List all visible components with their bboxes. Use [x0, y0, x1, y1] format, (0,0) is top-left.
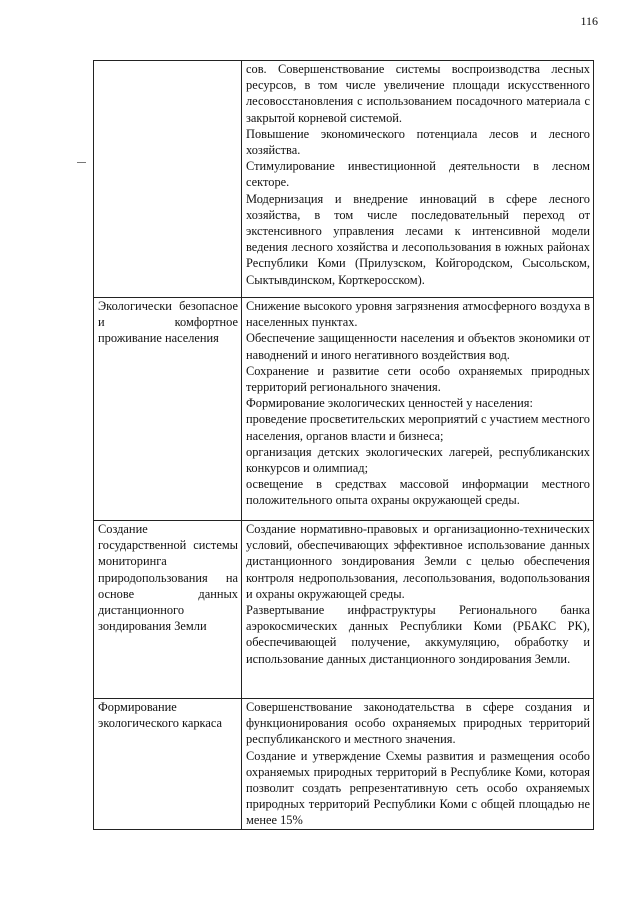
measures-cell — [242, 699, 594, 830]
measures-cell — [242, 521, 594, 699]
direction-cell: Формирование экологического каркаса — [94, 699, 242, 830]
measure-paragraph: Создание нормативно-правовых и организационно-технических условий, обеспечивающих эффективное использование данных дистанционного зондирования Земли с целью обеспечения контроля недропользования, лесопользования, водопользования и охраны окружающей среды. — [246, 522, 590, 601]
measure-paragraph: Модернизация и внедрение инноваций в сфере лесного хозяйства, в том числе последовательный переход от экстенсивного управления лесами к интенсивной модели ведения лесного хозяйства и лесопользования в южных районах Республики Коми (Прилузском, Койгородском, Сысольском, Сыктывдинском, Корткеросском). — [246, 191, 590, 287]
measure-paragraph: Формирование экологических ценностей у населения: — [246, 396, 533, 411]
measure-paragraph: Развертывание инфраструктуры Регионального банка аэрокосмических данных Республики Коми (РБАКС РК), обеспечивающей получение, аккумуляцию, обработку и использование данных дистанционного зондирования Земли. — [246, 603, 590, 666]
table-row — [94, 699, 594, 830]
measure-paragraph: сов. Совершенствование системы воспроизводства лесных ресурсов, в том числе увеличение площади искусственного лесовосстановления с использованием посадочного материала с закрытой корневой системой. — [246, 62, 590, 125]
measure-paragraph: Сохранение и развитие сети особо охраняемых природных территорий регионального значения. — [246, 363, 590, 395]
direction-cell — [94, 61, 242, 298]
measure-paragraph: Снижение высокого уровня загрязнения атмосферного воздуха в населенных пунктах. — [246, 299, 590, 330]
page-number: 116 — [580, 14, 598, 28]
measures-cell — [242, 61, 594, 298]
measure-paragraph: Обеспечение защищенности населения и объектов экономики от наводнений и иного негативного воздействия вод. — [246, 331, 590, 362]
measures-cell — [242, 298, 594, 521]
measure-paragraph: Совершенствование законодательства в сфере создания и функционирования особо охраняемых природных территорий республиканского и местного значения. — [246, 700, 590, 747]
measure-paragraph: освещение в средствах массовой информации местного положительного опыта охраны окружающей среды. — [246, 477, 590, 508]
measure-paragraph: Создание и утверждение Схемы развития и размещения особо охраняемых природных территорий в Республике Коми, которая позволит создать репрезентативную сеть особо охраняемых природных территорий Республики Коми с общей площадью не менее 15% — [246, 748, 590, 828]
measure-paragraph: проведение просветительских мероприятий с участием местного населения, органов власти и бизнеса; — [246, 412, 590, 443]
measure-paragraph: организация детских экологических лагерей, республиканских конкурсов и олимпиад; — [246, 444, 590, 476]
direction-cell: Экологически безопасное и комфортное проживание населения — [94, 298, 242, 521]
table-row — [94, 61, 594, 298]
measure-paragraph: Стимулирование инвестиционной деятельности в лесном секторе. — [246, 159, 590, 190]
margin-mark — [77, 162, 86, 163]
table-row — [94, 298, 594, 521]
measure-paragraph: Повышение экономического потенциала лесов и лесного хозяйства. — [246, 126, 590, 158]
document-table — [93, 60, 594, 830]
table-row — [94, 521, 594, 699]
direction-cell: Создание государственной системы мониторинга природопользования на основе данных дистанционного зондирования Земли — [94, 521, 242, 699]
